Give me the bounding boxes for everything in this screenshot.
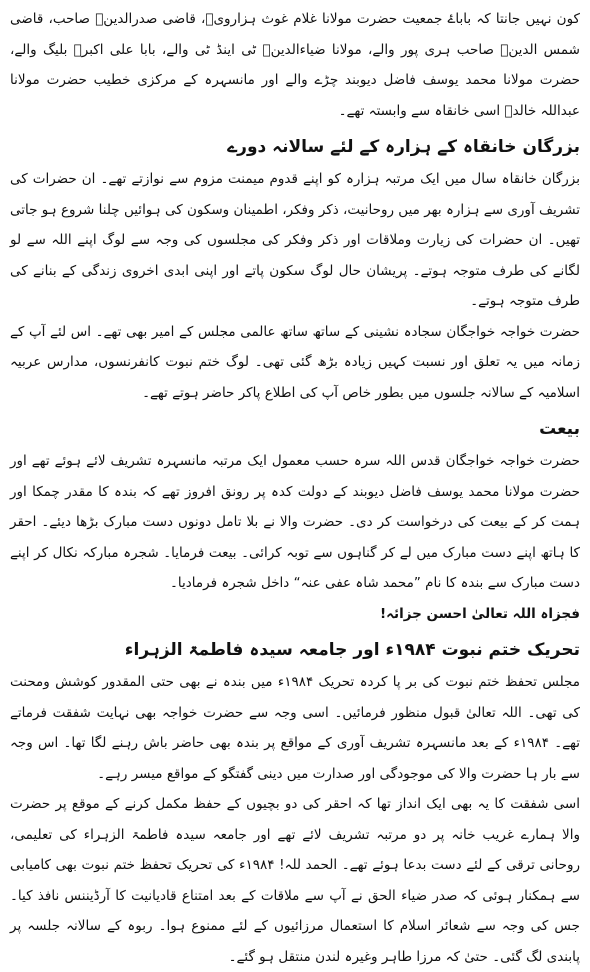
intro-paragraph: کون نہیں جانتا کہ باباۓ جمعیت حضرت مولانا غلام غوث ہزارویؒ، قاضی صدرالدینؒ صاحب، قاضی شمس الدینؒ صاحب ہری پور والے، مولانا ضیاءالدینؒ ٹی اینڈ ٹی والے، بابا علی اکبرؒ بلیگ والے، حضرت مولانا محمد یوسف فاضل دیوبند چڑے والے اور مانسہرہ کے مرکزی خطیب حضرت مولانا عبداللہ خالدؒ اسی خانقاہ سے وابستہ تھے۔: [10, 11, 580, 119]
tehreek-paragraph-1: مجلس تحفظ ختم نبوت کی بر پا کردہ تحریک ۱۹۸۴ء میں بندہ نے بھی حتی المقدور کوشش ومحنت کی تھی۔ اللہ تعالیٰ قبول منظور فرمائیں۔ اسی وجہ سے حضرت خواجہ بھی نہایت شفقت فرماتے تھے۔ ۱۹۸۴ء کے بعد مانسہرہ تشریف آوری کے مواقع پر بندہ بھی حاضر باش رہنے لگا تھا۔ اس وجہ سے بار ہا حضرت والا کی موجودگی اور صدارت میں دینی گفتگو کے مواقع میسر رہے۔: [10, 674, 581, 782]
section-heading-tehreek-1984: تحریک ختم نبوت ۱۹۸۴ء اور جامعہ سیدہ فاطمۃ الزہراء: [124, 640, 580, 660]
section-heading-annual-visits: بزرگان خانقاہ کے ہزارہ کے لئے سالانہ دورے: [227, 137, 580, 157]
baiat-closing-dua: فجزاہ اللہ تعالیٰ احسن جزائہ!: [379, 605, 580, 622]
annual-visits-paragraph-1: بزرگان خانقاہ سال میں ایک مرتبہ ہزارہ کو اپنے قدوم میمنت مزوم سے نوازتے تھے۔ ان حضرات کی تشریف آوری سے ہزارہ بھر میں روحانیت، ذکر وفکر، اطمینان وسکون کی ہوائیں چلنا شروع ہو جاتی تھیں۔ ان حضرات کی زیارت وملاقات اور ذکر وفکر کی مجلسوں کی وجہ سے لوگ اپنے اللہ سے لو لگانے کی طرف متوجہ ہوتے۔ پریشان حال لوگ سکون پاتے اور اپنی ابدی اخروی زندگی کے بنانے کی طرف متوجہ ہوتے۔: [10, 171, 580, 309]
baiat-paragraph: حضرت خواجہ خواجگان قدس اللہ سرہ حسب معمول ایک مرتبہ مانسہرہ تشریف لائے ہوئے تھے اور حضرت مولانا محمد یوسف فاضل دیوبند کے دولت کدہ پر رونق افروز تھے کہ بندہ کا مقدر چمکا اور ہمت کر کے بیعت کی درخواست کر دی۔ حضرت والا نے بلا تامل دونوں دست مبارک بڑھا دیئے۔ احقر کا ہاتھ اپنے دست مبارک میں لے کر گناہوں سے توبہ کرائی۔ بیعت فرمایا۔ شجرہ مبارکہ نکال کر اپنے دست مبارک سے بندہ کا نام ”محمد شاہ عفی عنہ“ داخل شجرہ فرمادیا۔: [10, 453, 580, 591]
section-heading-baiat: بیعت: [539, 419, 580, 439]
annual-visits-paragraph-2: حضرت خواجہ خواجگان سجادہ نشینی کے ساتھ ساتھ عالمی مجلس کے امیر بھی تھے۔ اس لئے آپ کے زمانہ میں یہ تعلق اور نسبت کہیں زیادہ بڑھ گئی تھی۔ لوگ ختم نبوت کانفرنسوں، مدارس عربیہ اسلامیہ کے سالانہ جلسوں میں بطور خاص آپ کی اطلاع پاکر حاضر ہوتے تھے۔: [10, 323, 580, 401]
tehreek-paragraph-2: اسی شفقت کا یہ بھی ایک انداز تھا کہ احقر کی دو بچیوں کے حفظ مکمل کرنے کے موقع پر حضرت والا ہمارے غریب خانہ پر دو مرتبہ تشریف لائے تھے اور جامعہ سیدہ فاطمۃ الزہراء کی تعلیمی، روحانی ترقی کے لئے دست بدعا ہوئے تھے۔ الحمد للہ! ۱۹۸۴ء کی تحریک تحفظ ختم نبوت بھی کامیابی سے ہمکنار ہوئی کہ صدر ضیاء الحق نے آپ سے ملاقات کے بعد امتناع قادیانیت کا آرڈیننس نافذ کیا۔ جس کی وجہ سے شعائر اسلام کا استعمال مرزائیوں کے لئے ممنوع ہوا۔ ربوہ کے سالانہ جلسہ پر پابندی لگ گئی۔ حتیٰ کہ مرزا طاہر وغیرہ لندن منتقل ہو گئے۔: [10, 796, 580, 965]
